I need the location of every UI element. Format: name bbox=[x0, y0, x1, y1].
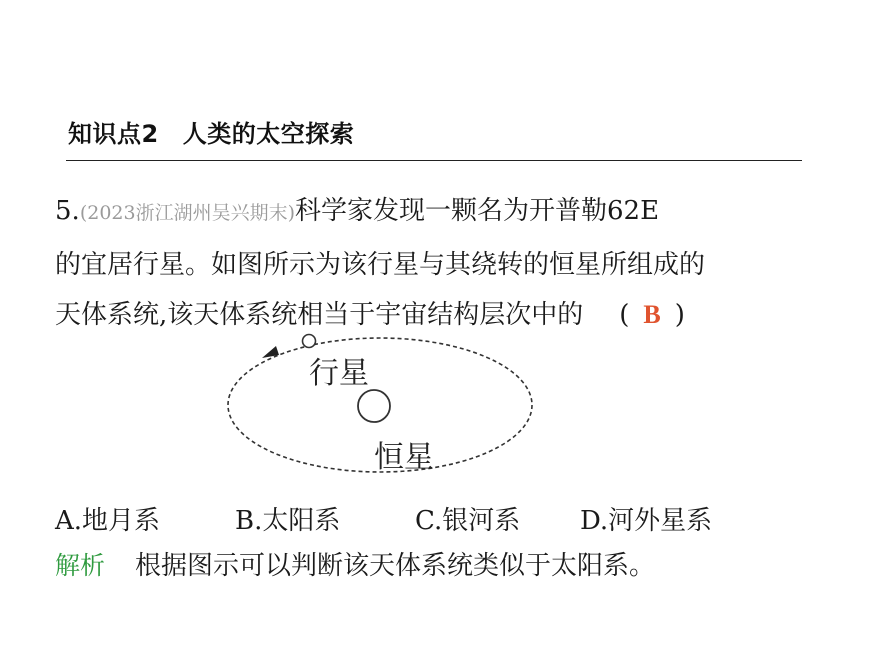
question-line-2: 的宜居行星。如图所示为该行星与其绕转的恒星所组成的 bbox=[55, 250, 706, 280]
section-title: 人类的太空探索 bbox=[182, 120, 355, 148]
question-number: 5. bbox=[55, 196, 80, 226]
question-text-3: 天体系统,该天体系统相当于宇宙结构层次中的 bbox=[55, 300, 584, 330]
answer-options bbox=[55, 500, 712, 537]
planet-circle bbox=[303, 335, 316, 348]
answer-paren-open: ( bbox=[619, 300, 630, 330]
question-text-1: 科学家发现一颗名为开普勒62E bbox=[295, 196, 660, 226]
answer-value: B bbox=[643, 300, 661, 329]
section-number: 知识点2 bbox=[68, 120, 159, 148]
planet-label: 行星 bbox=[309, 356, 369, 391]
option-b: B.太阳系 bbox=[235, 506, 341, 536]
option-c: C.银河系 bbox=[415, 506, 521, 536]
option-d: D.河外星系 bbox=[580, 506, 713, 536]
analysis-text: 根据图示可以判断该天体系统类似于太阳系。 bbox=[135, 551, 656, 581]
option-a: A.地月系 bbox=[55, 506, 161, 536]
star-label: 恒星 bbox=[374, 440, 434, 475]
answer-paren-close: ) bbox=[674, 300, 685, 330]
analysis-line bbox=[55, 545, 655, 582]
question-source: (2023浙江湖州吴兴期末) bbox=[79, 202, 295, 224]
analysis-tag: 解析 bbox=[55, 551, 106, 580]
star-circle bbox=[358, 390, 390, 422]
